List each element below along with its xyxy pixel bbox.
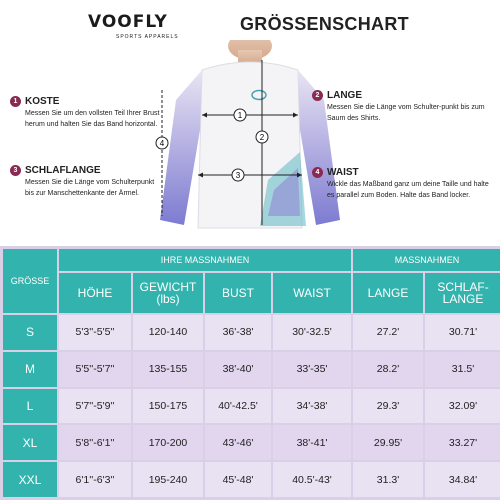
column-header-bust: BUST — [205, 273, 271, 313]
svg-text:4: 4 — [159, 139, 165, 148]
size-column-header: GRÖSSE — [3, 249, 57, 313]
cell-waist: 33'-35' — [273, 352, 351, 387]
callout-number: 2 — [312, 90, 323, 101]
marker-2 — [256, 131, 268, 143]
cell-bust: 38'-40' — [205, 352, 271, 387]
brand-name: VOOFLY — [88, 12, 168, 32]
cell-waist: 38'-41' — [273, 425, 351, 460]
column-header-sleeve-length: SCHLAF-LANGE — [425, 273, 500, 313]
marker-4 — [156, 137, 168, 149]
group-header-yours: IHRE MASSNAHMEN — [59, 249, 351, 271]
cell-weight: 150-175 — [133, 389, 203, 424]
callout-number: 1 — [10, 96, 21, 107]
cell-weight: 195-240 — [133, 462, 203, 497]
cell-waist: 30'-32.5' — [273, 315, 351, 350]
cell-length: 28.2' — [353, 352, 423, 387]
cell-bust: 36'-38' — [205, 315, 271, 350]
cell-sleeve: 34.84' — [425, 462, 500, 497]
cell-weight: 135-155 — [133, 352, 203, 387]
table-row — [3, 352, 500, 387]
cell-sleeve: 32.09' — [425, 389, 500, 424]
callout-label: SCHLAFLANGE — [25, 165, 101, 176]
callout-label: WAIST — [327, 167, 359, 178]
column-header-waist: WAIST — [273, 273, 351, 313]
marker-1 — [234, 109, 246, 121]
size-label: XL — [3, 425, 57, 460]
callout-lange — [312, 90, 485, 124]
cell-height: 5'3''-5'5'' — [59, 315, 131, 350]
column-header-length: LANGE — [353, 273, 423, 313]
column-header-height: HÖHE — [59, 273, 131, 313]
size-chart-table — [0, 246, 500, 500]
svg-text:2: 2 — [259, 133, 265, 142]
cell-bust: 40'-42.5' — [205, 389, 271, 424]
cell-sleeve: 33.27' — [425, 425, 500, 460]
group-header-ours: MASSNAHMEN — [353, 249, 500, 271]
table-row — [3, 462, 500, 497]
table-row — [3, 425, 500, 460]
cell-weight: 120-140 — [133, 315, 203, 350]
callout-label: LANGE — [327, 90, 362, 101]
cell-length: 31.3' — [353, 462, 423, 497]
size-label: M — [3, 352, 57, 387]
cell-waist: 34'-38' — [273, 389, 351, 424]
cell-height: 5'5''-5'7'' — [59, 352, 131, 387]
size-label: L — [3, 389, 57, 424]
cell-bust: 45'-48' — [205, 462, 271, 497]
callout-schlaflange — [10, 165, 160, 199]
page-title: GRÖSSENSCHART — [240, 14, 409, 34]
cell-length: 29.95' — [353, 425, 423, 460]
callout-number: 3 — [10, 165, 21, 176]
cell-height: 6'1''-6'3'' — [59, 462, 131, 497]
cell-height: 5'8''-6'1'' — [59, 425, 131, 460]
callout-number: 4 — [312, 167, 323, 178]
table-row — [3, 389, 500, 424]
svg-text:1: 1 — [237, 111, 243, 120]
marker-3 — [232, 169, 244, 181]
cell-length: 27.2' — [353, 315, 423, 350]
callout-text: Wickle das Maßband ganz um deine Taille und halte es parallel zum Boden. Halte das Band locker. — [327, 181, 489, 199]
cell-sleeve: 30.71' — [425, 315, 500, 350]
shirt-illustration — [150, 40, 350, 235]
callout-text: Messen Sie die Länge vom Schulterpunkt bis zur Manschettenkante der Ärmel. — [25, 179, 155, 197]
cell-height: 5'7''-5'9'' — [59, 389, 131, 424]
cell-bust: 43'-46' — [205, 425, 271, 460]
callout-koste — [10, 96, 160, 130]
brand-tagline: SPORTS APPARELS — [116, 34, 179, 40]
size-label: XXL — [3, 462, 57, 497]
svg-text:3: 3 — [235, 171, 241, 180]
cell-sleeve: 31.5' — [425, 352, 500, 387]
cell-length: 29.3' — [353, 389, 423, 424]
cell-weight: 170-200 — [133, 425, 203, 460]
callout-label: KOSTE — [25, 96, 60, 107]
callout-text: Messen Sie um den vollsten Teil Ihrer Brust herum und halten Sie das Band horizontal. — [25, 110, 160, 128]
column-header-weight: GEWICHT (lbs) — [133, 273, 203, 313]
cell-waist: 40.5'-43' — [273, 462, 351, 497]
table-row — [3, 315, 500, 350]
callout-waist — [312, 167, 489, 201]
callout-text: Messen Sie die Länge vom Schulter-punkt bis zum Saum des Shirts. — [327, 104, 485, 122]
size-label: S — [3, 315, 57, 350]
